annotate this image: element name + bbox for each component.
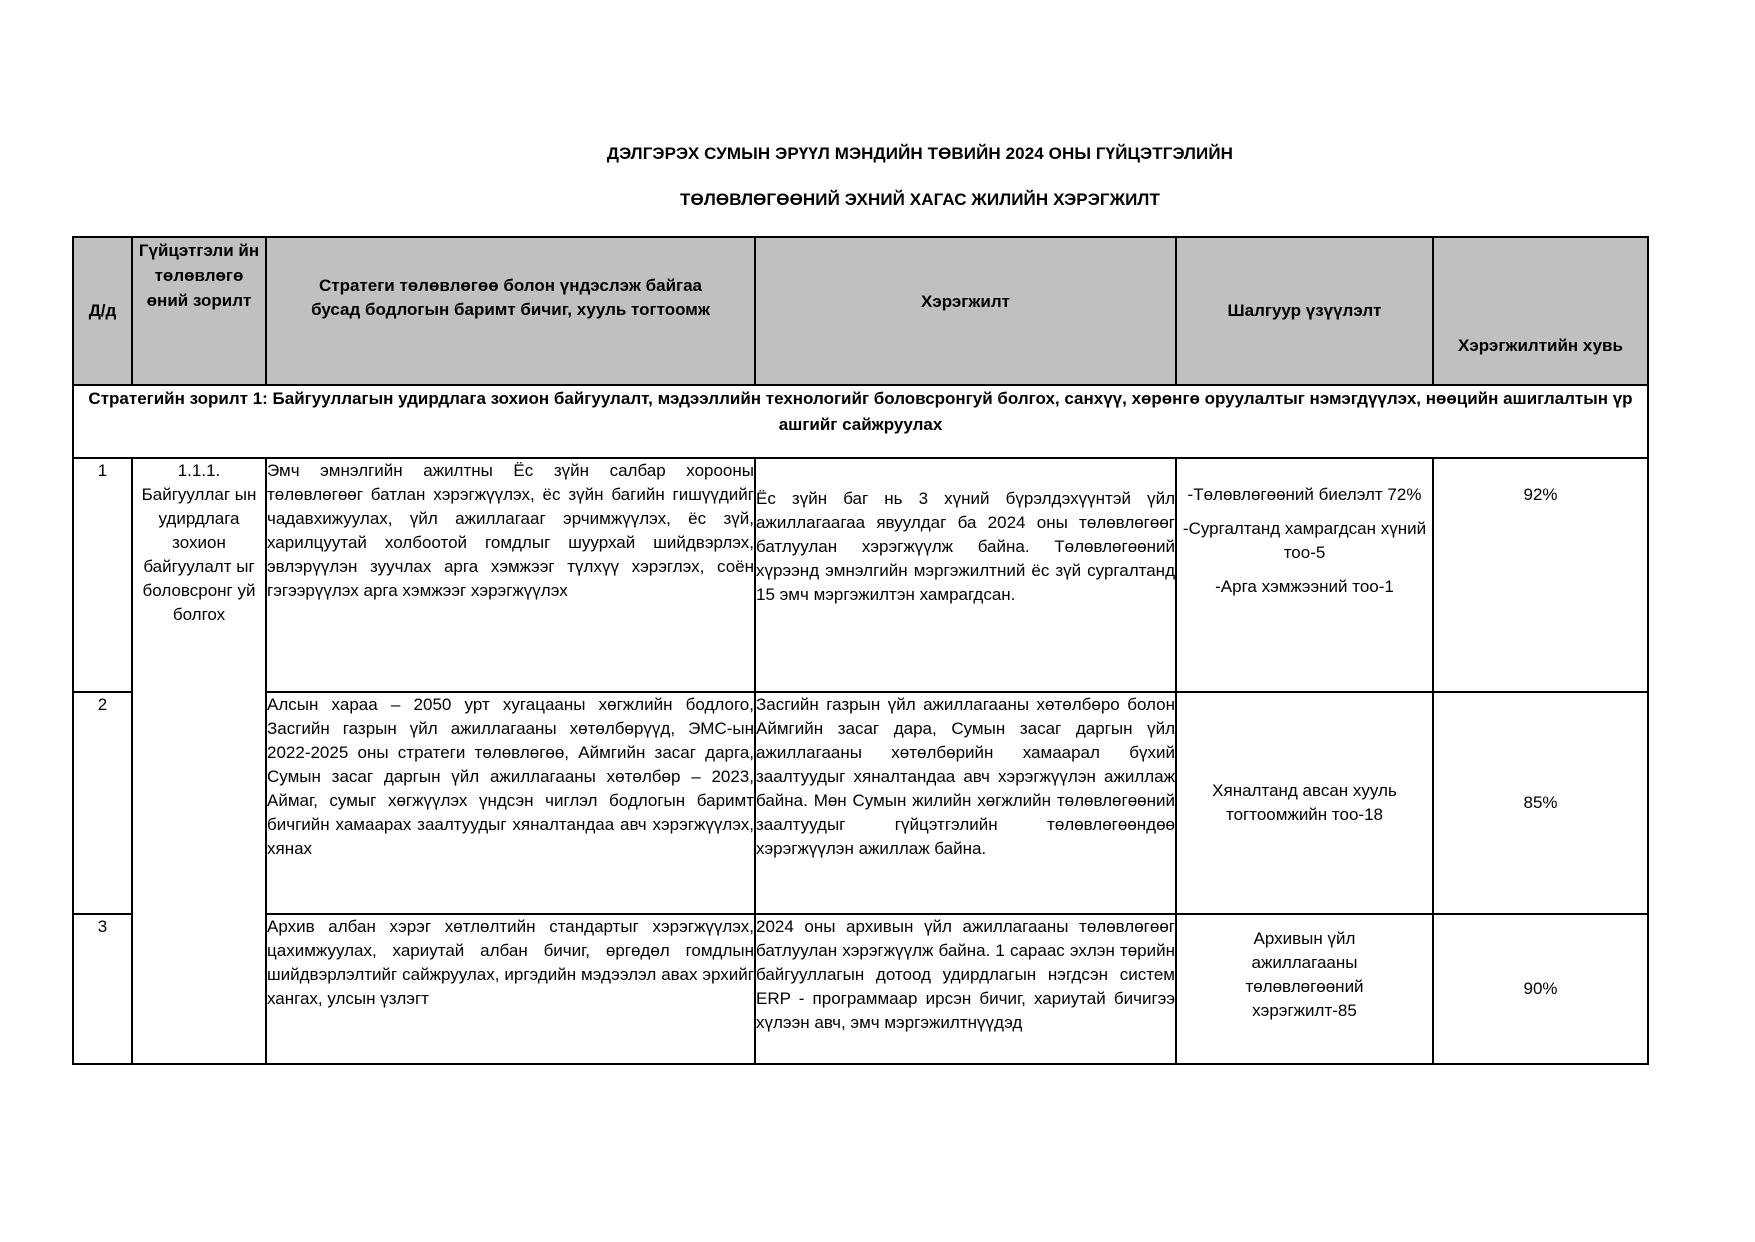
header-goal: Гүйцэтгэли йн төлөвлөгө өний зорилт: [132, 237, 266, 385]
criteria-item: -Арга хэмжээний тоо-1: [1215, 577, 1394, 596]
document-title-line1: ДЭЛГЭРЭХ СУМЫН ЭРҮҮЛ МЭНДИЙН ТӨВИЙН 2024 ОНЫ ГҮЙЦЭТГЭЛИЙН: [606, 144, 1234, 163]
criteria-item: Хяналтанд авсан хууль тогтоомжийн тоо-18: [1212, 781, 1397, 824]
header-strategy-line2: бусад бодлогын баримт бичиг, хууль тогтоомж: [311, 300, 710, 319]
header-row: [73, 237, 1648, 385]
header-strategy: [266, 237, 755, 385]
criteria-item: -Сургалтанд хамрагдсан хүний тоо-5: [1182, 519, 1427, 562]
header-dd: Д/д: [73, 237, 132, 385]
header-criteria: Шалгуур үзүүлэлт: [1176, 237, 1433, 385]
implementation-text: 2024 оны архивын үйл ажиллагааны төлөвлөгөөг батлуулан хэрэгжүүлж байна. 1 сараас эхлэн төрийн байгууллагын дотоод удирдлагын нэгдсэн систем ERP - программаар ирсэн бичиг, хариутай бичигээ хүлээн авч, эмч мэргэжилтнүүдэд: [756, 917, 1175, 1032]
criteria-item: Архивын үйл ажиллагааны төлөвлөгөөний хэрэгжилт-85: [1245, 929, 1364, 1020]
performance-plan-table: [72, 236, 1649, 1065]
strategy-cell: Архив албан хэрэг хөтлөлтийн стандартыг хэрэгжүүлэх, цахимжуулах, хариутай албан бичиг, өргөдөл гомдлын шийдвэрлэлтийг сайжруулах, иргэдийн мэдээлэл авах эрхийг хангах, улсын үзлэгт: [266, 914, 755, 1064]
row-number: 1: [73, 458, 132, 692]
row-number: 2: [73, 692, 132, 914]
percent-cell: 92%: [1433, 458, 1648, 692]
table-row: [73, 914, 1648, 1064]
criteria-cell: [1176, 692, 1433, 914]
percent-cell: 90%: [1433, 914, 1648, 1064]
criteria-cell: [1176, 914, 1433, 1064]
criteria-item: -Төлөвлөгөөний биелэлт 72%: [1187, 485, 1422, 504]
row-number: 3: [73, 914, 132, 1064]
implementation-cell: Ёс зүйн баг нь 3 хүний бүрэлдэхүүнтэй үйл ажиллагаагаа явуулдаг ба 2024 оны төлөвлөгөөг батлуулан хэрэгжүүлж байна. Төлөвлөгөөний хүрээнд эмнэлгийн мэргэжилтний ёс зүй сургалтанд 15 эмч мэргэжилтэн хамрагдсан.: [755, 458, 1176, 692]
strategy-cell: Алсын хараа – 2050 урт хугацааны хөгжлийн бодлого, Засгийн газрын үйл ажиллагааны хөтөлбөрүүд, ЭМС-ын 2022-2025 оны стратеги төлөвлөгөө, Аймгийн засаг дарга, Сумын засаг даргын үйл ажиллагааны хөтөлбөр – 2023, Аймаг, сумыг хөгжүүлэх үндсэн чиглэл бодлогын баримт бичгийн хамаарах заалтуудыг хяналтандаа авч хэрэгжүүлэх, хянах: [266, 692, 755, 914]
implementation-cell: [755, 914, 1176, 1064]
section-title: Стратегийн зорилт 1: Байгууллагын удирдлага зохион байгуулалт, мэдээллийн технологийг боловсронгуй болгох, санхүү, хөрөнгө оруулалтыг нэмэгдүүлэх, нөөцийн ашиглалтын үр ашгийг сайжруулах: [73, 385, 1648, 458]
section-row: [73, 385, 1648, 458]
table-row: [73, 458, 1648, 692]
strategy-cell: Эмч эмнэлгийн ажилтны Ёс зүйн салбар хорооны төлөвлөгөөг батлан хэрэгжүүлэх, ёс зүйн багийн гишүүдийг чадавхижуулах, үйл ажиллагааг эрчимжүүлэх, ёс зүй, харилцуутай холбоотой гомдлыг шуурхай шийдвэрлэх, эвлэрүүлэн зуучлах арга хэмжээг түлхүү хэрэглэх, соён гэгээрүүлэх арга хэмжээг хэрэгжүүлэх: [266, 458, 755, 692]
percent-cell: 85%: [1433, 692, 1648, 914]
implementation-cell: Засгийн газрын үйл ажиллагааны хөтөлбөро болон Аймгийн засаг дара, Сумын засаг даргын үйл ажиллагааны хөтөлбөрийн хамаарал бүхий заалтуудыг хяналтандаа авч хэрэгжүүлэн ажиллаж байна. Мөн Сумын жилийн хөгжлийн төлөвлөгөөний заалтуудыг гүйцэтгэлийн төлөвлөгөөндөө хэрэгжүүлэн ажиллаж байна.: [755, 692, 1176, 914]
criteria-cell: [1176, 458, 1433, 692]
goal-cell: 1.1.1. Байгууллаг ын удирдлага зохион байгуулалт ыг боловсронг уй болгох: [132, 458, 266, 1064]
header-strategy-line1: Стратеги төлөвлөгөө болон үндэслэж байгаа: [318, 276, 703, 295]
document-title-line2: ТӨЛӨВЛӨГӨӨНИЙ ЭХНИЙ ХАГАС ЖИЛИЙН ХЭРЭГЖИЛТ: [680, 190, 1160, 209]
header-percent: Хэрэгжилтийн хувь: [1433, 237, 1648, 385]
table-row: [73, 692, 1648, 914]
header-implementation: Хэрэгжилт: [755, 237, 1176, 385]
